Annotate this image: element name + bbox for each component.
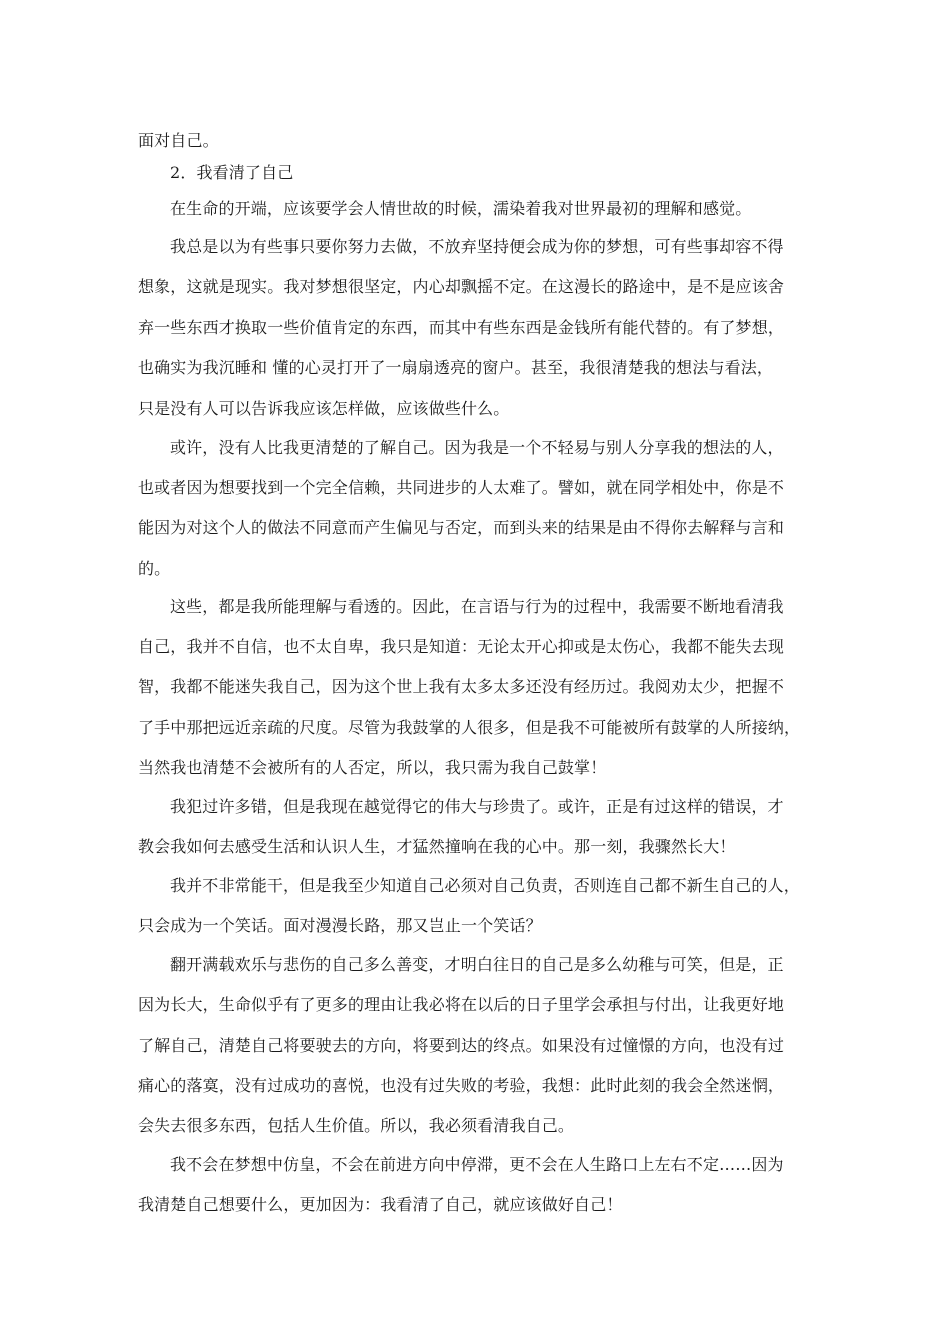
text-line: 痛心的落寞，没有过成功的喜悦，也没有过失败的考验，我想：此时此刻的我会全然迷惘，	[138, 1076, 785, 1095]
text-line: 弃一些东西才换取一些价值肯定的东西，而其中有些东西是金钱所有能代替的。有了梦想，	[138, 318, 785, 337]
text-line: 当然我也清楚不会被所有的人否定，所以，我只需为我自己鼓掌！	[138, 758, 607, 777]
text-line: 我清楚自己想要什么，更加因为：我看清了自己，就应该做好自己！	[138, 1195, 623, 1214]
text-line: 自己，我并不自信，也不太自卑，我只是知道：无论太开心抑或是太伤心，我都不能失去现	[138, 637, 785, 656]
text-line: 了解自己，清楚自己将要驶去的方向，将要到达的终点。如果没有过憧憬的方向，也没有过	[138, 1036, 785, 1055]
text-line: 教会我如何去感受生活和认识人生，才猛然撞响在我的心中。那一刻，我骤然长大！	[138, 837, 736, 856]
text-line: 我总是以为有些事只要你努力去做，不放弃坚持便会成为你的梦想，可有些事却容不得	[170, 237, 784, 256]
text-line: 翻开满载欢乐与悲伤的自己多么善变，才明白往日的自己是多么幼稚与可笑，但是，正	[170, 955, 784, 974]
text-line: 或许，没有人比我更清楚的了解自己。因为我是一个不轻易与别人分享我的想法的人，	[170, 438, 784, 457]
text-line: 我犯过许多错，但是我现在越觉得它的伟大与珍贵了。或许，正是有过这样的错误，才	[170, 797, 784, 816]
text-line: 也或者因为想要找到一个完全信赖，共同进步的人太难了。譬如，就在同学相处中，你是不	[138, 478, 785, 497]
text-line: 我不会在梦想中仿皇，不会在前进方向中停滞，更不会在人生路口上左右不定……因为	[170, 1155, 784, 1174]
text-line: 我并不非常能干，但是我至少知道自己必须对自己负责，否则连自己都不新生自己的人，	[170, 876, 800, 895]
text-line: 了手中那把远近亲疏的尺度。尽管为我鼓掌的人很多，但是我不可能被所有鼓掌的人所接纳，	[138, 718, 801, 737]
section-heading: 2．我看清了自己	[170, 163, 294, 182]
text-line: 会失去很多东西，包括人生价值。所以，我必须看清我自己。	[138, 1116, 575, 1135]
text-line: 只是没有人可以告诉我应该怎样做，应该做些什么。	[138, 399, 510, 418]
text-line: 面对自己。	[138, 131, 219, 150]
text-line: 能因为对这个人的做法不同意而产生偏见与否定，而到头来的结果是由不得你去解释与言和	[138, 518, 785, 537]
text-line: 因为长大，生命似乎有了更多的理由让我必将在以后的日子里学会承担与付出，让我更好地	[138, 995, 785, 1014]
text-line: 在生命的开端，应该要学会人情世故的时候，濡染着我对世界最初的理解和感觉。	[170, 199, 752, 218]
text-line: 智，我都不能迷失我自己，因为这个世上我有太多太多还没有经历过。我阅劝太少，把握不	[138, 677, 785, 696]
text-line: 只会成为一个笑话。面对漫漫长路，那又岂止一个笑话？	[138, 916, 542, 935]
text-line: 这些，都是我所能理解与看透的。因此，在言语与行为的过程中，我需要不断地看清我	[170, 597, 784, 616]
text-line: 想象，这就是现实。我对梦想很坚定，内心却飘摇不定。在这漫长的路途中，是不是应该舍	[138, 277, 785, 296]
text-line: 的。	[138, 559, 171, 578]
text-line: 也确实为我沉睡和 懂的心灵打开了一扇扇透亮的窗户。甚至，我很清楚我的想法与看法，	[138, 358, 774, 377]
